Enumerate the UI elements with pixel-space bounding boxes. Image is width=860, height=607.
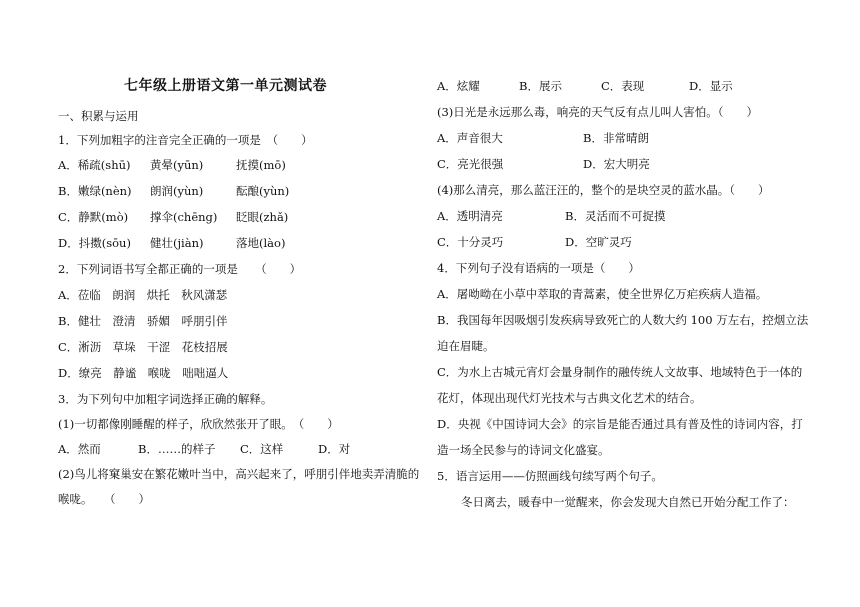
option-b: B．非常晴朗: [583, 131, 649, 145]
option-d-word-2: 健壮(jiàn): [150, 236, 204, 250]
question-3-sentence-1: (1)一切都像刚睡醒的样子，欣欣然张开了眼。 （ ）: [58, 417, 339, 431]
question-4-option-d-line-1: D．央视《中国诗词大会》的宗旨是能否通过具有普及性的诗词内容，打: [437, 417, 803, 431]
option-b: B．展示: [519, 79, 562, 93]
question-3-stem: 3．为下列句中加粗字词选择正确的解释。: [58, 392, 273, 406]
option-d-word-3: 落地(lào): [236, 236, 286, 250]
question-4-option-a: A．屠呦呦在小草中萃取的青蒿素，使全世界亿万疟疾病人造福。: [437, 287, 768, 301]
question-4-option-b-line-2: 迫在眉睫。: [437, 339, 495, 353]
option-d: D．宏大明亮: [583, 157, 650, 171]
question-1-row-d: [58, 235, 285, 251]
question-4-option-b-line-1: B．我国每年因吸烟引发疾病导致死亡的人数大约 100 万左右，控烟立法: [437, 313, 809, 327]
question-4-option-c-line-2: 花灯，体现出现代灯光技术与古典文化艺术的结合。: [437, 391, 702, 405]
question-2-stem: 2．下列词语书写全都正确的一项是 （ ）: [58, 262, 302, 276]
question-1-stem: 1．下列加粗字的注音完全正确的一项是 （ ）: [58, 133, 313, 147]
question-2-option-c: C．淅沥 草垛 干涩 花枝招展: [58, 340, 228, 354]
question-3-sentence-3: (3)日光是永远那么毒，响亮的天气反有点儿叫人害怕。（ ）: [437, 105, 759, 119]
option-c-word-3: 眨眼(zhǎ): [236, 210, 289, 224]
question-3-sentence-2-line-2: 喉咙。 （ ）: [58, 492, 150, 506]
option-b-word-2: 朗润(yùn): [150, 184, 204, 198]
option-c-word-1: C．静默(mò): [58, 210, 129, 224]
question-2-option-d: D．缭亮 静谧 喉咙 咄咄逼人: [58, 366, 229, 380]
question-4-option-d-line-2: 造一场全民参与的诗词文化盛宴。: [437, 443, 610, 457]
option-a-word-1: A．稀疏(shū): [58, 158, 131, 172]
option-b-word-1: B．嫩绿(nèn): [58, 184, 132, 198]
option-d: D．对: [318, 442, 351, 456]
option-c: C．十分灵巧: [437, 235, 504, 249]
question-4-option-c-line-1: C．为水上古城元宵灯会量身制作的融传统人文故事、地域特色于一体的: [437, 365, 803, 379]
question-3-sentence-2-options: [437, 78, 733, 94]
question-3-sentence-3-options-row-2: [437, 156, 650, 172]
option-b: B．灵活而不可捉摸: [565, 209, 666, 223]
option-a: A．声音很大: [437, 131, 503, 145]
question-3-sentence-2-line-1: (2)鸟儿将窠巢安在繁花嫩叶当中，高兴起来了，呼朋引伴地卖弄清脆的: [58, 467, 420, 481]
question-3-sentence-3-options-row-1: [437, 130, 649, 146]
option-a: A．炫耀: [437, 79, 480, 93]
option-b-word-3: 酝酿(yùn): [236, 184, 290, 198]
option-c: C．这样: [240, 442, 284, 456]
option-a: A．然而: [58, 442, 101, 456]
option-a-word-3: 抚摸(mō): [236, 158, 286, 172]
question-1-row-c: [58, 209, 288, 225]
option-d: D．空旷灵巧: [565, 235, 632, 249]
question-4-stem: 4．下列句子没有语病的一项是（ ）: [437, 261, 640, 275]
question-3-sentence-1-options: [58, 441, 350, 457]
section-heading: 一、积累与运用: [58, 109, 139, 123]
page-title: 七年级上册语文第一单元测试卷: [124, 78, 327, 94]
question-5-stem: 5．语言运用——仿照画线句续写两个句子。: [437, 469, 663, 483]
question-2-option-a: A．莅临 朗润 烘托 秋风潇瑟: [58, 288, 228, 302]
option-d: D．显示: [689, 79, 733, 93]
option-b: B．……的样子: [138, 442, 216, 456]
question-1-row-b: [58, 183, 289, 199]
option-c: C．表现: [601, 79, 645, 93]
question-5-text: 冬日离去，暖春中一觉醒来，你会发现大自然已开始分配工作了：: [461, 495, 795, 509]
question-3-sentence-4: (4)那么清亮，那么蓝汪汪的，整个的是块空灵的蓝水晶。（ ）: [437, 183, 770, 197]
option-d-word-1: D．抖擞(sōu): [58, 236, 131, 250]
question-3-sentence-4-options-row-1: [437, 208, 665, 224]
option-a-word-2: 黄晕(yūn): [150, 158, 204, 172]
question-2-option-b: B．健壮 澄清 骄媚 呼朋引伴: [58, 314, 228, 328]
question-3-sentence-4-options-row-2: [437, 234, 632, 250]
option-a: A．透明清亮: [437, 209, 503, 223]
question-1-row-a: [58, 157, 286, 173]
option-c-word-2: 撑伞(chēng): [150, 210, 218, 224]
option-c: C．亮光很强: [437, 157, 504, 171]
